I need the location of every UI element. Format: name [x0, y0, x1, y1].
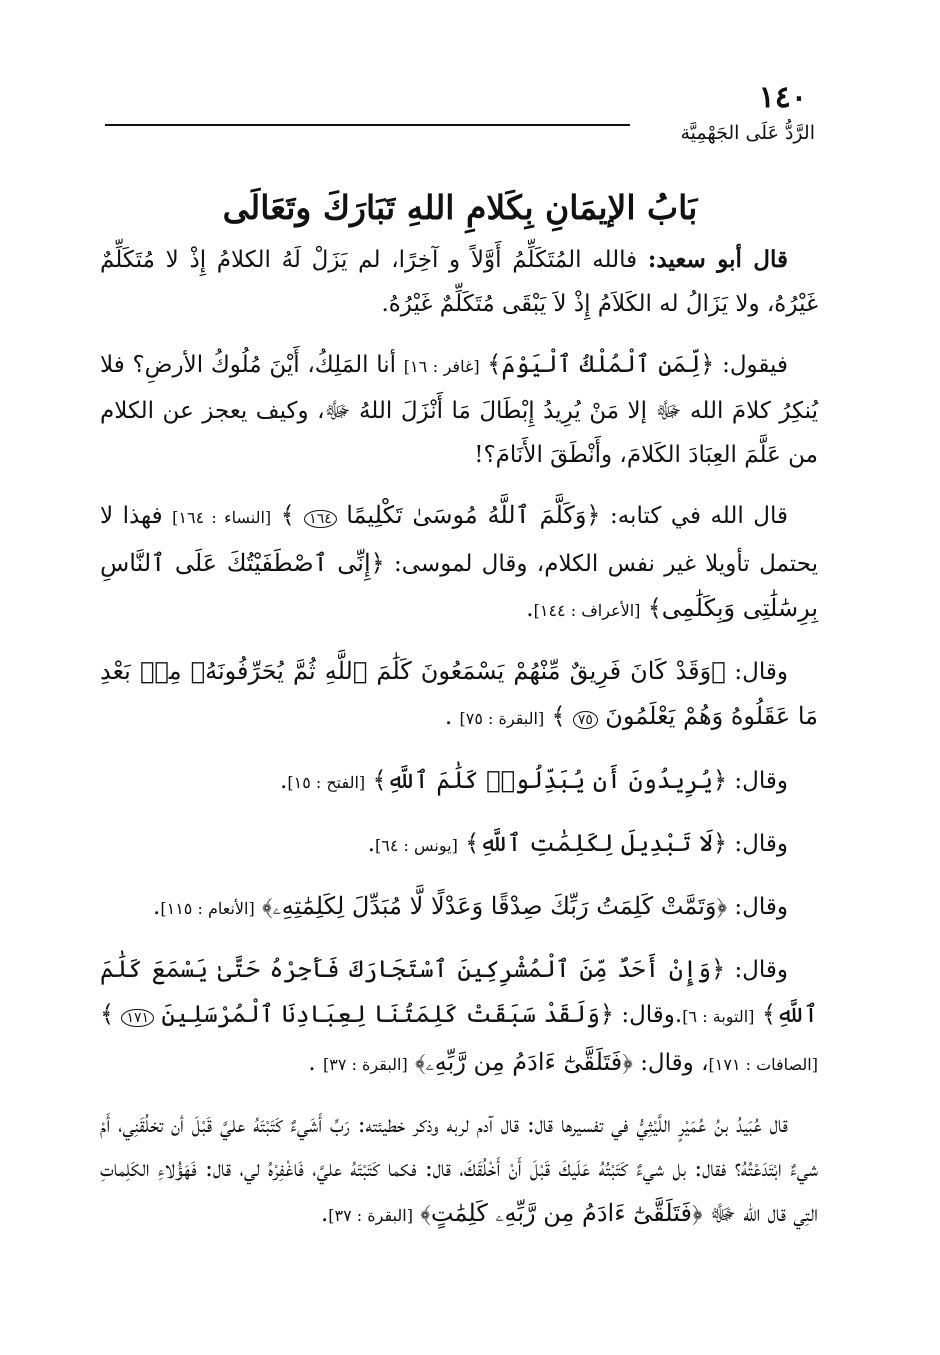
punctuation: . [320, 1201, 329, 1227]
quran-verse: ﴿لَا تَبْدِيلَ لِكَلِمَٰتِ ٱللَّهِ﴾ [465, 829, 728, 857]
page-header [105, 78, 815, 148]
quran-bracket: ﴾ [100, 1000, 115, 1028]
verse-reference: [الأنعام : ١١٥] [160, 899, 255, 918]
verse-reference: [الفتح : ١٥] [287, 773, 366, 792]
verse-reference: [الأعراف : ١٤٤] [533, 601, 641, 620]
quran-verse: ﴿فَتَلَقَّىٰٓ ءَادَمُ مِن رَّبِّهِۦ كَلِمَٰتٍ﴾ [420, 1199, 703, 1227]
paragraph-5 [100, 758, 818, 805]
paragraph-text: فيقول: [722, 352, 788, 378]
paragraph-7 [100, 884, 818, 931]
punctuation: . [280, 768, 288, 794]
header-rule [105, 124, 630, 126]
chapter-title: بَابُ الإيمَانِ بِكَلامِ اللهِ تَبَارَكَ وتَعَالَى [222, 188, 698, 227]
quran-verse: ﴿وَإِنْ أَحَدٌ مِّنَ ٱلْمُشْرِكِينَ ٱسْتَجَارَكَ فَأَجِرْهُ حَتَّىٰ يَسْمَعَ كَلَٰمَ ٱللَّهِ﴾ [100, 955, 819, 1028]
quran-bracket: ﴾ [551, 702, 566, 730]
paragraph-text: وقال: [734, 768, 788, 794]
paragraph-text: وقال: [734, 659, 788, 685]
paragraph-2 [100, 342, 818, 477]
verse-number-marker: ١٧١ [121, 1009, 154, 1027]
quran-verse: ﴿وَقَدْ كَانَ فَرِيقٌ مِّنْهُمْ يَسْمَعُونَ كَلَٰمَ ٱللَّهِ ثُمَّ يُحَرِّفُونَهُۥ مِنۢ بَعْدِ مَا عَقَلُوهُ وَهُمْ يَعْلَمُونَ [100, 657, 818, 730]
paragraph-text: قال عُبَيدُ بنُ عُمَيْرٍ اللَّيْثِيُّ في تفسيرها قال: قال آدم لربه وذكر خطيئته: رَبِّ أَشَيءٌ كَتَبْتَهُ عليَّ قَبْلَ أن تخلُقَنِي، أَمْ شيءٌ ابْتَدَعْتُهُ؟ فقال: بل شيءٌ كَتَبْتُهُ عَلَيكَ قَبْلَ أَنْ أَخْلُقَكَ، قال: فكما كَتَبْتَهُ عليَّ، فَاغْفِرْهُ لي، قال: فَهَؤُلاءِ الكَلِماتِ التِي قال الله ﷻ [100, 1112, 818, 1227]
punctuation: . [308, 1050, 316, 1076]
quran-verse: ﴿فَتَلَقَّىٰٓ ءَادَمُ مِن رَّبِّهِۦ﴾ [415, 1048, 633, 1076]
paragraph-text: ، وقال: [640, 1050, 709, 1076]
paragraph-4 [100, 649, 818, 742]
book-title: الرَّدُّ عَلَى الجَهْمِيَّة [680, 122, 815, 144]
verse-number-marker: ٧٥ [573, 711, 598, 729]
quran-verse: ﴿إِنِّى ٱصْطَفَيْتُكَ عَلَى ٱلنَّاسِ بِرِسَٰلَٰتِى وَبِكَلَٰمِى﴾ [100, 549, 818, 622]
paragraph-text: فالله المُتَكَلِّمُ أَوَّلاً و آخِرًا، لم يَزَلْ لَهُ الكلامُ إِذْ لا مُتَكَلِّمٌ غَيْرُهُ، ولا يَزَالُ له الكَلاَمُ إِذْ لاَ يَبْقَى مُتَكَلِّمٌ غَيْرُهُ. [100, 247, 818, 317]
paragraph-3 [100, 493, 818, 633]
punctuation: . [444, 704, 453, 730]
verse-reference: [البقرة : ٧٥] [459, 709, 545, 728]
verse-reference: [النساء : ١٦٤] [172, 508, 272, 527]
quran-verse: ﴿وَلَقَدْ سَبَقَتْ كَلِمَتُنَا لِعِبَادِنَا ٱلْمُرْسَلِينَ [161, 1000, 614, 1028]
verse-reference: [البقرة : ٣٧] [328, 1206, 413, 1225]
verse-reference: [التوبة : ٦] [682, 1007, 755, 1026]
paragraph-1 [100, 238, 818, 326]
quran-verse: ﴿لِّمَنِ ٱلْمُلْكُ ٱلْيَوْمَ﴾ [487, 350, 715, 378]
verse-number-marker: ١٦٤ [304, 510, 337, 528]
quran-verse: ﴿وَكَلَّمَ ٱللَّهُ مُوسَىٰ تَكْلِيمًا [346, 501, 601, 529]
paragraph-6 [100, 821, 818, 868]
quran-verse: ﴿يُرِيدُونَ أَن يُبَدِّلُوا۟ كَلَٰمَ ٱللَّهِ﴾ [372, 766, 728, 794]
paragraph-text: وقال: [734, 831, 788, 857]
paragraph-text: أنا المَلِكُ، أَيْنَ مُلُوكُ الأرضِ؟ فلا يُنكِرُ كلامَ الله ﷻ إلا مَنْ يُرِيدُ إِبْطَالَ مَا أَنْزَلَ اللهُ ﷻ، وكيف يعجز عن الكلام من عَلَّمَ العِبَادَ الكَلامَ، وأَنْطَقَ الأَنَامَ؟! [100, 352, 818, 468]
page-body [100, 238, 818, 1254]
paragraph-text: وقال: [734, 957, 789, 983]
verse-reference: [يونس : ٦٤] [375, 836, 458, 855]
paragraph-text: فهذا لا يحتمل تأويلا غير نفس الكلام، وقال لموسى: [100, 503, 818, 577]
paragraph-8 [100, 947, 818, 1087]
page-number: ١٤٠ [758, 80, 807, 115]
verse-reference: [غافر : ١٦] [403, 357, 480, 376]
paragraph-text: .وقال: [621, 1002, 683, 1028]
quran-bracket: ﴾ [280, 501, 295, 529]
punctuation: . [526, 596, 534, 622]
punctuation: . [153, 894, 161, 920]
verse-reference: [الصافات : ١٧١] [708, 1055, 818, 1074]
speaker: قال أبو سعيد: [647, 246, 789, 273]
punctuation: . [367, 831, 376, 857]
paragraph-9 [100, 1103, 818, 1238]
quran-verse: ﴿وَتَمَّتْ كَلِمَتُ رَبِّكَ صِدْقًا وَعَدْلًا لَّا مُبَدِّلَ لِكَلِمَٰتِهِۦ﴾ [262, 892, 728, 920]
paragraph-text: قال الله في كتابه: [609, 503, 789, 529]
verse-reference: [البقرة : ٣٧] [323, 1055, 408, 1074]
paragraph-text: وقال: [734, 894, 788, 920]
